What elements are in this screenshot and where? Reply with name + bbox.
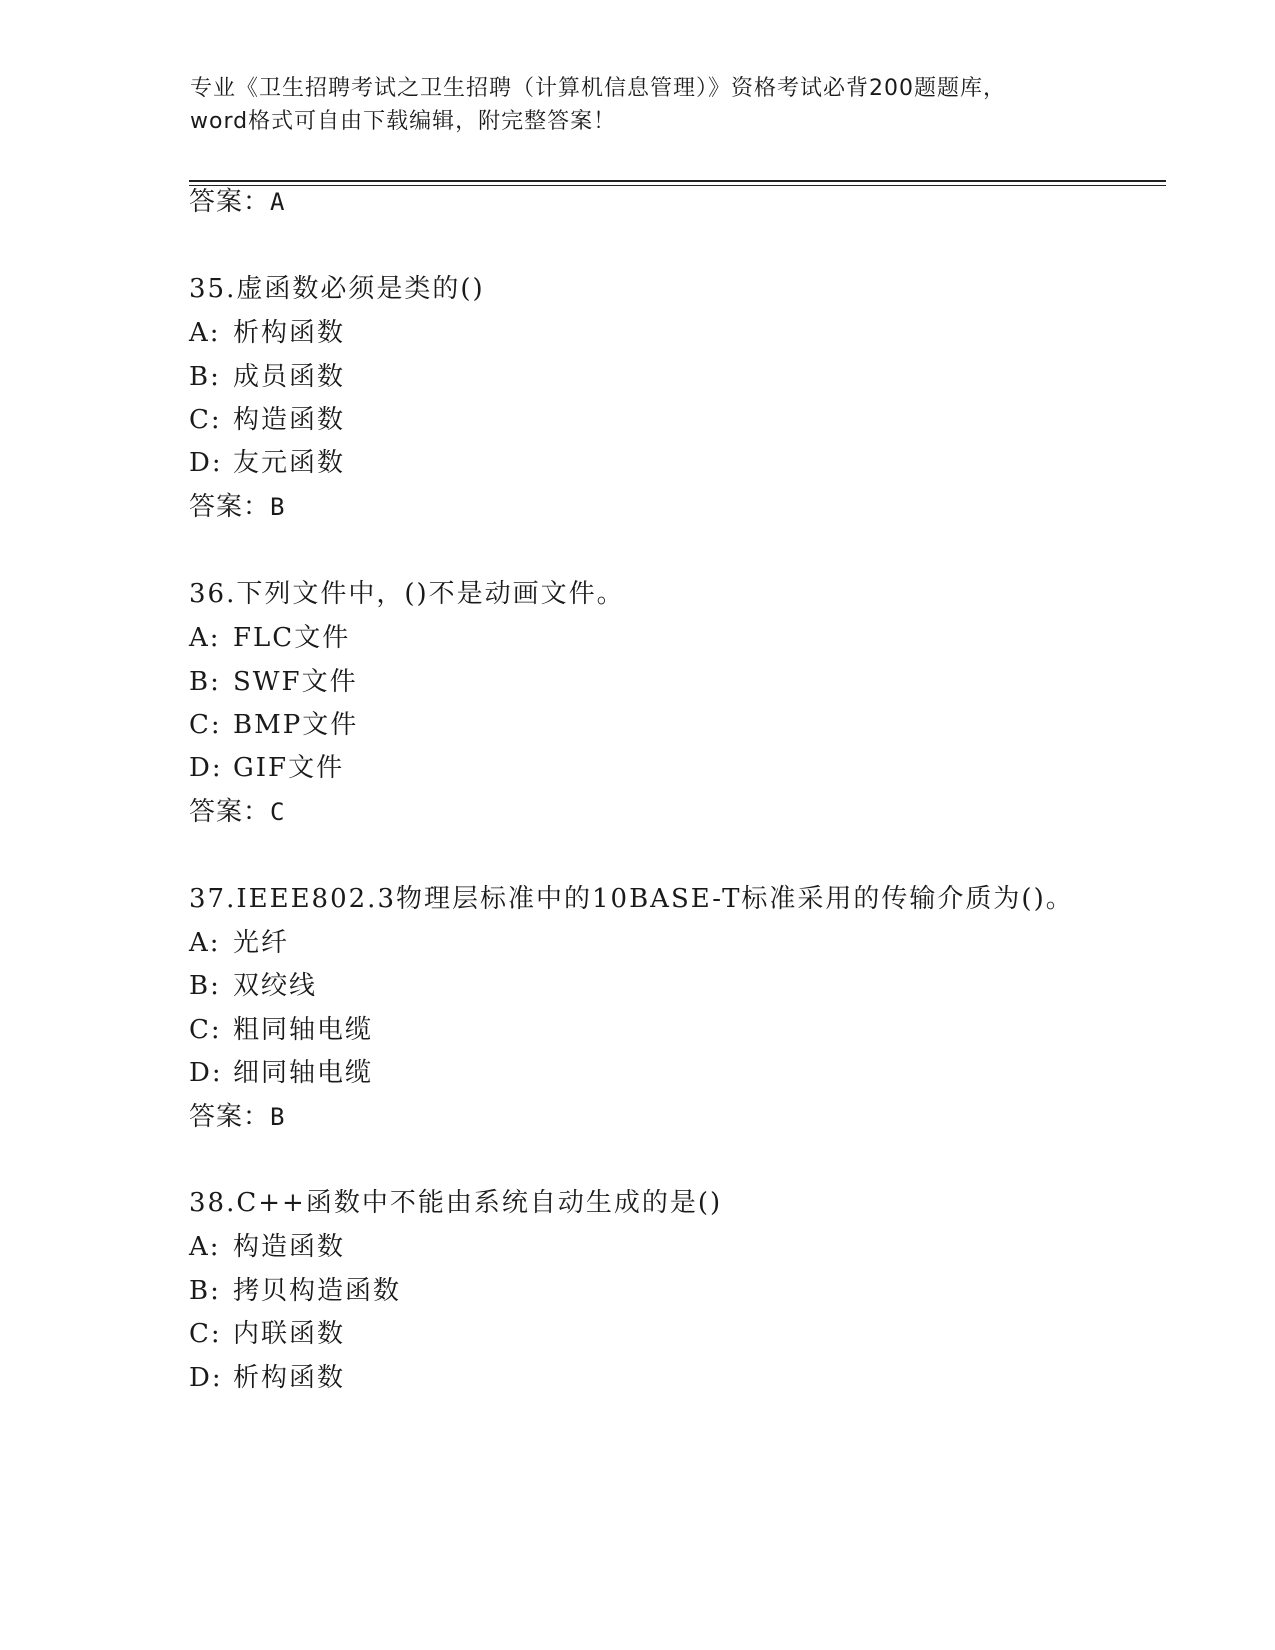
option-letter: D: bbox=[189, 448, 223, 478]
answer-line bbox=[189, 1101, 285, 1133]
option-c bbox=[189, 404, 345, 436]
option-text: 成员函数 bbox=[233, 362, 346, 392]
header-line-1: 专业《卫生招聘考试之卫生招聘（计算机信息管理）》资格考试必背200题题库， bbox=[190, 76, 1006, 101]
option-d bbox=[189, 1057, 373, 1089]
option-b bbox=[189, 666, 358, 698]
option-text: 光纤 bbox=[233, 928, 290, 958]
option-d bbox=[189, 752, 344, 784]
option-letter: D: bbox=[189, 1058, 223, 1088]
option-text: 构造函数 bbox=[233, 405, 346, 435]
option-letter: C: bbox=[189, 1319, 222, 1349]
option-b bbox=[189, 1275, 401, 1307]
document-header bbox=[190, 72, 1090, 138]
option-letter: D: bbox=[189, 753, 223, 783]
option-letter: B: bbox=[189, 667, 221, 697]
option-text: 双绞线 bbox=[233, 971, 318, 1001]
answer-line bbox=[189, 796, 285, 828]
answer-line bbox=[189, 186, 285, 218]
option-d bbox=[189, 1362, 345, 1394]
question-stem: 35.虚函数必须是类的() bbox=[189, 274, 485, 304]
answer-label: 答案： bbox=[189, 797, 271, 827]
option-c bbox=[189, 709, 358, 741]
option-a bbox=[189, 927, 289, 959]
answer-line bbox=[189, 491, 285, 523]
option-a bbox=[189, 317, 345, 349]
option-text: 友元函数 bbox=[233, 448, 346, 478]
answer-value: B bbox=[270, 493, 286, 521]
option-letter: B: bbox=[189, 971, 221, 1001]
answer-value: B bbox=[270, 1103, 286, 1131]
option-letter: C: bbox=[189, 405, 222, 435]
question-stem: 37.IEEE802.3物理层标准中的10BASE-T标准采用的传输介质为()。 bbox=[189, 884, 1074, 914]
answer-label: 答案： bbox=[189, 492, 271, 522]
option-letter: A: bbox=[189, 318, 221, 348]
option-text: 粗同轴电缆 bbox=[233, 1015, 374, 1045]
question-stem: 36.下列文件中，()不是动画文件。 bbox=[189, 579, 625, 609]
option-letter: C: bbox=[189, 710, 222, 740]
option-text: SWF文件 bbox=[233, 667, 358, 697]
header-divider-thin bbox=[189, 185, 1166, 186]
option-letter: A: bbox=[189, 928, 221, 958]
option-d bbox=[189, 447, 345, 479]
option-text: 拷贝构造函数 bbox=[233, 1276, 402, 1306]
header-divider-thick bbox=[189, 180, 1166, 182]
option-letter: A: bbox=[189, 623, 221, 653]
answer-label: 答案： bbox=[189, 187, 271, 217]
option-text: 内联函数 bbox=[233, 1319, 346, 1349]
option-b bbox=[189, 970, 317, 1002]
option-letter: B: bbox=[189, 1276, 221, 1306]
option-text: 细同轴电缆 bbox=[233, 1058, 374, 1088]
option-c bbox=[189, 1014, 373, 1046]
option-text: 构造函数 bbox=[233, 1232, 346, 1262]
option-text: FLC文件 bbox=[233, 623, 351, 653]
option-text: GIF文件 bbox=[233, 753, 345, 783]
option-a bbox=[189, 1231, 345, 1263]
option-letter: A: bbox=[189, 1232, 221, 1262]
option-letter: B: bbox=[189, 362, 221, 392]
option-text: 析构函数 bbox=[233, 1363, 346, 1393]
option-c bbox=[189, 1318, 345, 1350]
option-a bbox=[189, 622, 350, 654]
option-letter: D: bbox=[189, 1363, 223, 1393]
option-letter: C: bbox=[189, 1015, 222, 1045]
option-text: BMP文件 bbox=[233, 710, 359, 740]
header-line-2: word格式可自由下载编辑，附完整答案！ bbox=[190, 109, 617, 134]
answer-label: 答案： bbox=[189, 1102, 271, 1132]
question-stem: 38.C++函数中不能由系统自动生成的是() bbox=[189, 1188, 723, 1218]
option-b bbox=[189, 361, 345, 393]
answer-value: C bbox=[270, 798, 286, 826]
answer-value: A bbox=[270, 188, 286, 216]
option-text: 析构函数 bbox=[233, 318, 346, 348]
